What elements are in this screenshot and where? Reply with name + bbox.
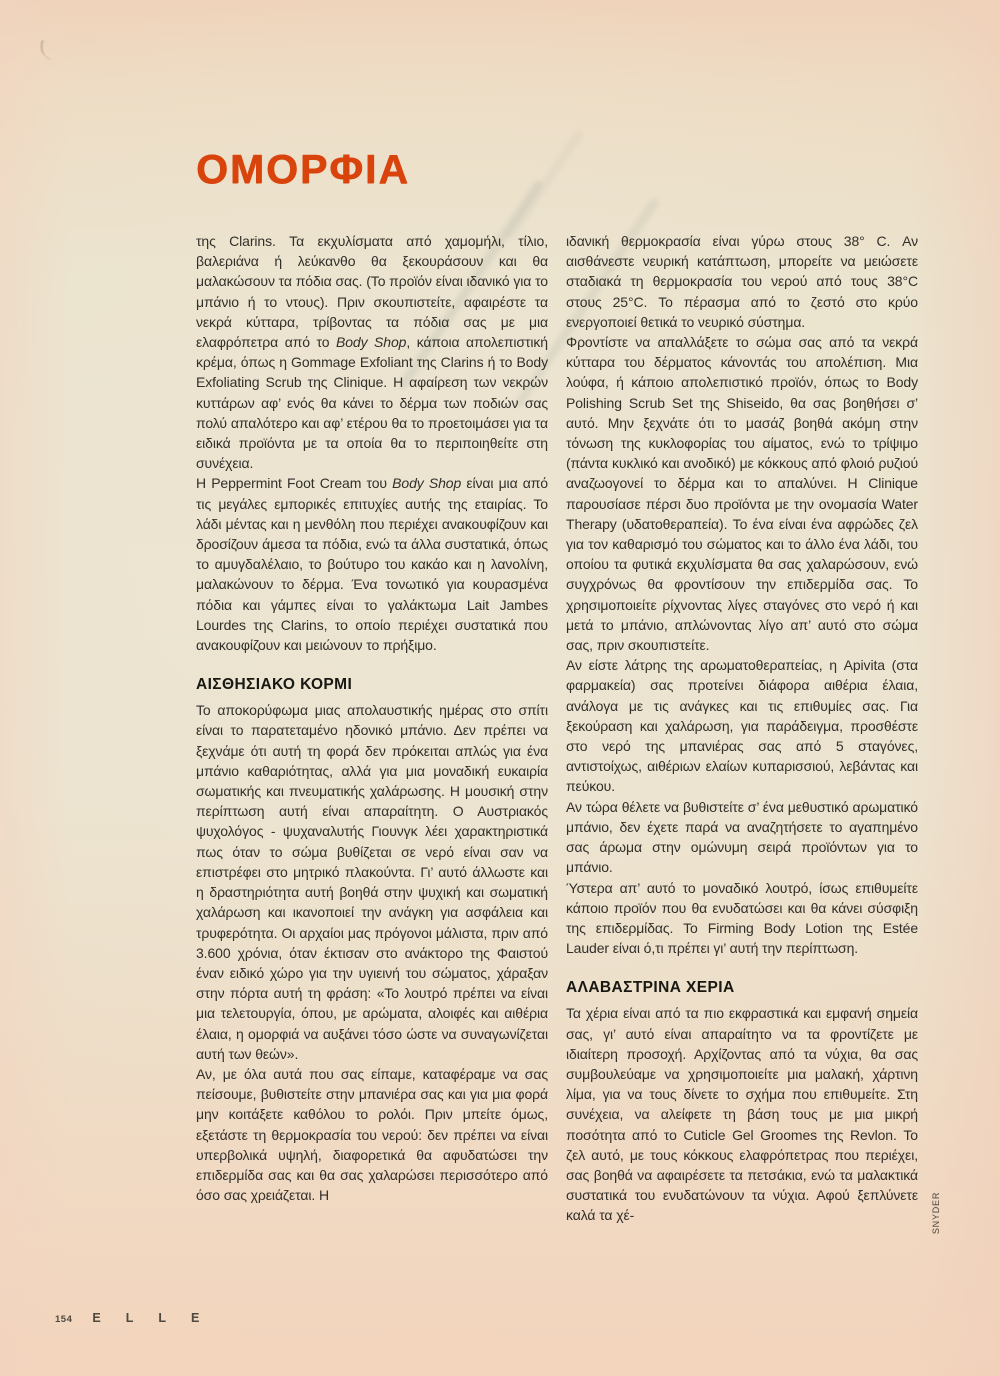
- page-number: 154: [55, 1314, 73, 1325]
- scan-artifact: [37, 40, 56, 60]
- magazine-logo-letters: ELLE: [92, 1311, 225, 1325]
- body-paragraph: Το αποκορύφωμα μιας απολαυστικής ημέρας στο σπίτι είναι το παρατεταμένο ηδονικό μπάνιο. Δεν πρέπει να ξεχνάμε ότι αυτή τη φορά δεν πρόκειται απλώς για ένα μπάνιο καθαριότητας, αλλά για μια μοναδική ευκαιρία σωματικής και πνευματικής χαλάρωσης. Η μουσική στην περίπτωση αυτή είναι απαραίτητη. Ο Αυστριακός ψυχολόγος - ψυχαναλυτής Γιουνγκ λέει χαρακτηριστικά πως όταν το σώμα βυθίζεται σε νερό είναι σαν να επιστρέφει στο μητρικό πλακούντα. Γι’ αυτό άλλωστε και η δραστηριότητα αυτή βοηθά στην ψυχική και σωματική χαλάρωση και ικανοποιεί την ανάγκη για ασφάλεια και τρυφερότητα. Οι αρχαίοι μας πρόγονοι μάλιστα, πριν από 3.600 χρόνια, όταν έκτισαν στο ανάκτορο της Φαιστού έναν ειδικό χώρο για την υγιεινή του σώματος, χάραξαν στην πόρτα αυτή τη φράση: «Το λουτρό πρέπει να είναι μια τελετουργία, όπου, με αρώματα, αλοιφές και αιθέρια έλαια, η ομορφιά να αυξάνει τόσο ώστε να συναγωνίζεται αυτή των θεών».: [196, 702, 548, 1062]
- left-column: [196, 231, 548, 1226]
- body-paragraph: Αν είστε λάτρης της αρωματοθεραπείας, η Apivita (στα φαρμακεία) σας προτείνει διάφορα αιθέρια έλαια, ανάλογα με τις ανάγκες και τις επιθυμίες σας. Για ξεκούραση και χαλάρωση, για παράδειγμα, προσθέστε στο νερό της μπανιέρας σας από 5 σταγόνες, αντιστοίχως, αιθέριων ελαίων κυπαρισσιού, λεβάντας και πεύκου.: [566, 657, 918, 795]
- section-heading: ΑΛΑΒΑΣΤΡΙΝΑ ΧΕΡΙΑ: [566, 979, 735, 997]
- section-heading: ΑΙΣΘΗΣΙΑΚΟ ΚΟΡΜΙ: [196, 676, 353, 694]
- right-column: [566, 231, 918, 1226]
- photo-credit: SNYDER: [931, 1191, 941, 1235]
- body-paragraph: της Clarins. Τα εκχυλίσματα από χαμομήλι, τίλιο, βαλεριάνα ή λεύκανθο θα ξεκουράσουν και θα μαλακώσουν τα πόδια σας. (Το προϊόν είναι ιδανικό για το μπάνιο ή το ντους). Πριν σκουπιστείτε, αφαιρέστε τα νεκρά κύτταρα, τρίβοντας τα πόδια σας με μια ελαφρόπετρα από το Body Shop, κάποια απολεπιστική κρέμα, όπως η Gommage Exfoliant της Clarins ή το Body Exfoliating Scrub της Clinique. Η αφαίρεση των νεκρών κυττάρων αφ’ ενός θα κάνει το δέρμα των ποδιών σας πολύ απαλότερο και αφ’ ετέρου θα το προετοιμάσει για τα ειδικά προϊόντα με τα οποία θα το περιποιηθείτε στη συνέχεια.: [196, 233, 548, 472]
- body-paragraph: Αν, με όλα αυτά που σας είπαμε, καταφέραμε να σας πείσουμε, βυθιστείτε στην μπανιέρα σας και για μια φορά μην κοιτάξετε καθόλου το ρολόι. Πριν μπείτε όμως, εξετάστε τη θερμοκρασία του νερού: δεν πρέπει να είναι υπερβολικά υψηλή, διαφορετικά θα αφυδατώσει την επιδερμίδα σας και θα σας χαλαρώσει περισσότερο από όσο σας χρειάζεται. Η: [196, 1065, 548, 1204]
- body-paragraph: Φροντίστε να απαλλάξετε το σώμα σας από τα νεκρά κύτταρα του δέρματος κάνοντάς του απολέπιση. Μια λούφα, ή κάποιο απολεπιστικό προϊόν, όπως το Body Polishing Scrub Set της Shiseido, θα σας βοηθήσει σ’ αυτό. Μην ξεχνάτε ότι το μασάζ βοηθά ακόμη στην τόνωση της κυκλοφορίας του αίματος, ενώ το τρίψιμο (πάντα κυκλικό και ανοδικό) με κόκκους από φλοιό ρυζιού αναζωογονεί το δέρμα και το απαλύνει. Η Clinique παρουσίασε πέρσι δυο προϊόντα με την ονομασία Water Therapy (υδατοθεραπεία). Το ένα είναι ένα αφρώδες ζελ για τον καθαρισμό του σώματος και το άλλο ένα λάδι, του οποίου τα φυτικά εκχυλίσματα θα σας χαλαρώσουν, ενώ συγχρόνως θα φροντίσουν την επιδερμίδα σας. Το χρησιμοποιείτε ρίχνοντας λίγες σταγόνες στο νερό ή και μετά το μπάνιο, απλώνοντας λίγο απ’ αυτό στο σώμα σας, πριν σκουπιστείτε.: [566, 334, 918, 654]
- body-paragraph: Ύστερα απ’ αυτό το μοναδικό λουτρό, ίσως επιθυμείτε κάποιο προϊόν που θα ενυδατώσει και θα κάνει σύσφιξη της επιδερμίδας. Το Firming Body Lotion της Estée Lauder είναι ό,τι πρέπει γι’ αυτή την περίπτωση.: [566, 879, 918, 957]
- page-footer: [55, 1311, 224, 1325]
- body-paragraph: Αν τώρα θέλετε να βυθιστείτε σ’ ένα μεθυστικό αρωματικό μπάνιο, δεν έχετε παρά να αναζητήσετε το αγαπημένο σας άρωμα στην ομώνυμη σειρά προϊόντων για το μπάνιο.: [566, 798, 918, 876]
- watermark-stroke: [504, 129, 584, 242]
- body-paragraph: ιδανική θερμοκρασία είναι γύρω στους 38° C. Αν αισθάνεστε νευρική κατάπτωση, μπορείτε να μειώσετε σταδιακά τη θερμοκρασία του νερού από τους 38°C στους 25°C. Το πέρασμα από το ζεστό στο κρύο ενεργοποιεί θετικά το νευρικό σύστημα.: [566, 233, 918, 330]
- body-paragraph: Η Peppermint Foot Cream του Body Shop είναι μια από τις μεγάλες εμπορικές επιτυχίες αυτής της εταιρίας. Το λάδι μέντας και η μενθόλη που περιέχει ανακουφίζουν και δροσίζουν άμεσα τα πόδια, ενώ τα άλλα συστατικά, όπως το αμυγδαλέλαιο, το βούτυρο του κακάο και η λανολίνη, μαλακώνουν το δέρμα. Ένα τονωτικό για κουρασμένα πόδια και γάμπες είναι το γαλάκτωμα Lait Jambes Lourdes της Clarins, το οποίο περιέχει συστατικά που ανακουφίζουν και μειώνουν το πρήξιμο.: [196, 475, 548, 654]
- body-paragraph: Τα χέρια είναι από τα πιο εκφραστικά και εμφανή σημεία σας, γι’ αυτό είναι απαραίτητο να τα φροντίζετε με ιδιαίτερη προσοχή. Αρχίζοντας από τα νύχια, θα σας συμβουλεύαμε να χρησιμοποιείτε μια μαλακή, χάρτινη λίμα, για να τους δίνετε το σχήμα που επιθυμείτε. Στη συνέχεια, να αλείφετε τη βάση τους με μια μικρή ποσότητα από το Cuticle Gel Groomes της Revlon. Το ζελ αυτό, με τους κόκκους ελαφρόπετρας που περιέχει, σας βοηθά να αφαιρέσετε τα πετσάκια, ενώ τα μαλακτικά συστατικά του ενυδατώνουν τα νύχια. Αφού ξεπλύνετε καλά τα χέ-: [566, 1005, 918, 1224]
- article-columns: [196, 231, 918, 1226]
- section-title: ΟΜΟΡΦΙΑ: [196, 146, 410, 192]
